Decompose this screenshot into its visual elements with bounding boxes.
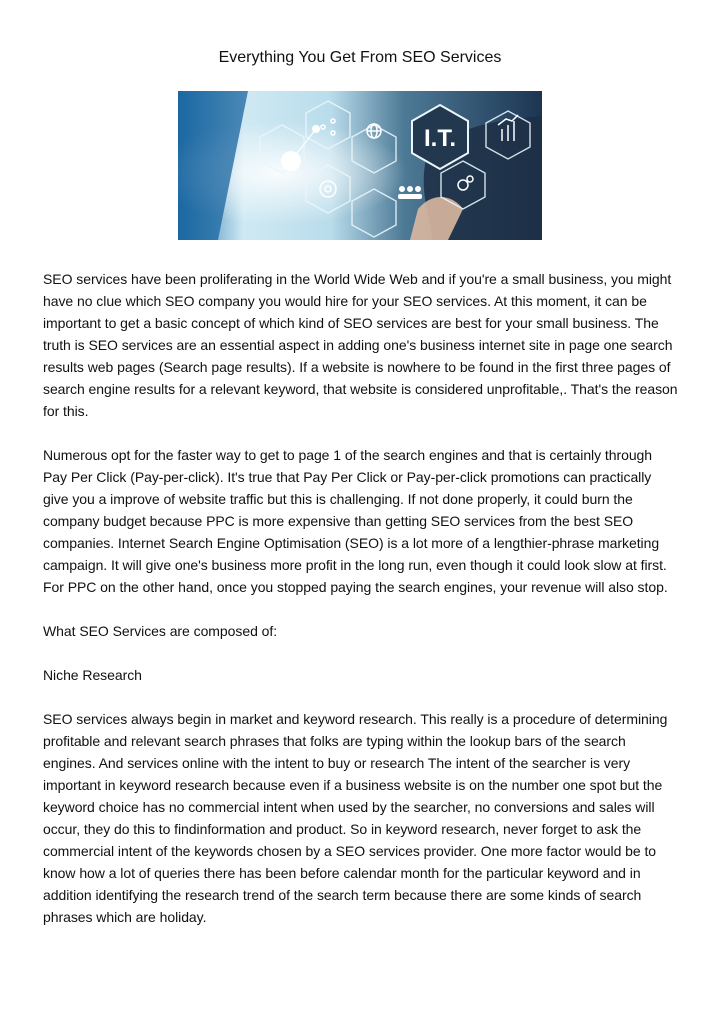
article-paragraph: SEO services always begin in market and keyword research. This really is a procedure of determining profitable and relevant search phrases that folks are typing within the lookup bars of the search engines. And services online with the intent to buy or research The intent of the searcher is very important in keyword research because even if a business website is on the number one spot but the keyword choice has no commercial intent when used by the searcher, no conversions and sales will occur, they do this to findinformation and product. So in keyword research, never forget to ask the commercial intent of the keywords chosen by a SEO services provider. One more factor would be to know how a lot of queries there has been before calendar month for the particular keyword and in addition identifying the research trend of the search term because there are some kinds of search phrases which are holiday.	[43, 711, 668, 925]
section-subheading: Niche Research	[43, 667, 142, 683]
hero-image	[178, 91, 542, 240]
page-title: Everything You Get From SEO Services	[218, 49, 502, 66]
svg-text:I.T.: I.T.	[423, 125, 457, 152]
article-paragraph: SEO services have been proliferating in the World Wide Web and if you're a small business, you might have no clue which SEO company you would hire for your SEO services. At this moment, it can be important to get a basic concept of which kind of SEO services are best for your small business. The truth is SEO services are an essential aspect in adding one's business internet site in page one search results web pages (Search page results). If a website is nowhere to be found in the first three pages of search engine results for a relevant keyword, that website is considered unprofitable,. That's the reason for this.	[43, 271, 678, 419]
article-paragraph: Numerous opt for the faster way to get to page 1 of the search engines and that is certainly through Pay Per Click (Pay-per-click). It's true that Pay Per Click or Pay-per-click promotions can practically give you a improve of website traffic but this is challenging. If not done properly, it could burn the company budget because PPC is more expensive than getting SEO services from the best SEO companies. Internet Search Engine Optimisation (SEO) is a lot more of a lengthier-phrase marketing campaign. It will give one's business more profit in the long run, even though it could look slow at first. For PPC on the other hand, once you stopped paying the search engines, your revenue will also stop.	[43, 447, 668, 595]
section-heading: What SEO Services are composed of:	[43, 623, 278, 639]
article-body	[43, 268, 679, 950]
